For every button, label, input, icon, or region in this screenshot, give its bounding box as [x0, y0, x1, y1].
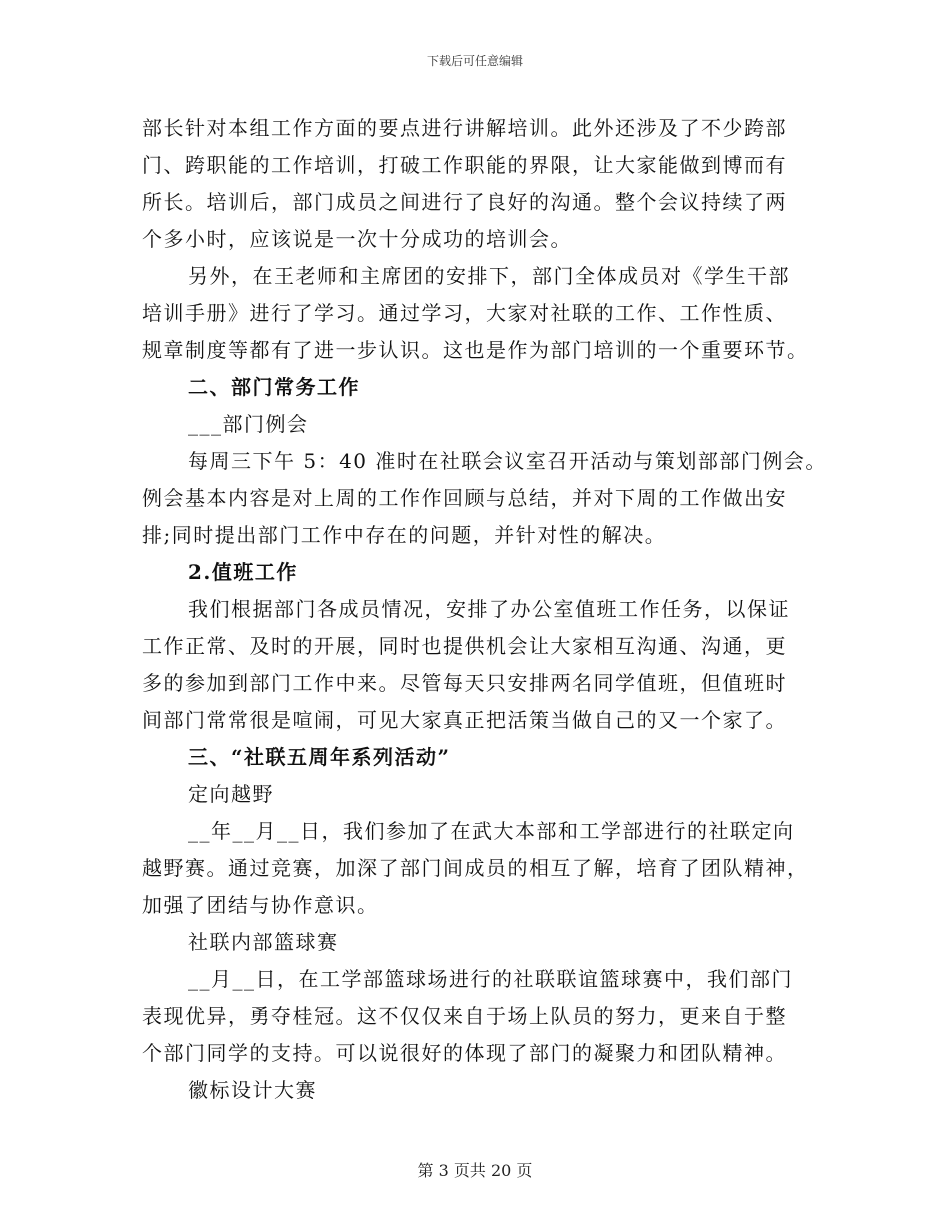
- text-line: 规章制度等都有了进一步认识。这也是作为部门培训的一个重要环节。: [142, 338, 809, 362]
- text-line: 例会基本内容是对上周的工作作回顾与总结，并对下周的工作做出安: [142, 486, 787, 510]
- document-body: [142, 110, 827, 1109]
- text-line: __年__月__日，我们参加了在武大本部和工学部进行的社联定向: [188, 819, 795, 843]
- text-line: 间部门常常很是喧闹，可见大家真正把活策当做自己的又一个家了。: [142, 708, 787, 732]
- text-line: 表现优异，勇夺桂冠。这不仅仅来自于场上队员的努力，更来自于整: [142, 1004, 787, 1028]
- page-header: 下载后可任意编辑: [426, 54, 523, 68]
- section-heading: 2.值班工作: [188, 560, 298, 584]
- text-line: 另外，在王老师和主席团的安排下，部门全体成员对《学生干部: [188, 264, 790, 288]
- text-line: 越野赛。通过竞赛，加深了部门间成员的相互了解，培育了团队精神，: [142, 856, 809, 880]
- text-line: 徽标设计大赛: [188, 1078, 317, 1102]
- text-line: 所长。培训后，部门成员之间进行了良好的沟通。整个会议持续了两: [142, 190, 787, 214]
- text-line: 排;同时提出部门工作中存在的问题，并针对性的解决。: [142, 523, 667, 547]
- section-heading: 三、“社联五周年系列活动”: [188, 745, 451, 769]
- text-line: 工作正常、及时的开展，同时也提供机会让大家相互沟通、沟通，更: [142, 634, 787, 658]
- text-line: 门、跨职能的工作培训，打破工作职能的界限，让大家能做到博而有: [142, 153, 787, 177]
- text-line: 我们根据部门各成员情况，安排了办公室值班工作任务，以保证: [188, 597, 790, 621]
- text-line: 个多小时，应该说是一次十分成功的培训会。: [142, 227, 572, 251]
- text-line: 个部门同学的支持。可以说很好的体现了部门的凝聚力和团队精神。: [142, 1041, 787, 1065]
- text-line: 加强了团结与协作意识。: [142, 893, 379, 917]
- section-heading: 二、部门常务工作: [188, 375, 360, 399]
- text-line: 培训手册》进行了学习。通过学习，大家对社联的工作、工作性质、: [142, 301, 787, 325]
- text-line: 社联内部篮球赛: [188, 930, 339, 954]
- text-line: 多的参加到部门工作中来。尽管每天只安排两名同学值班，但值班时: [142, 671, 787, 695]
- text-line: __月__日，在工学部篮球场进行的社联联谊篮球赛中，我们部门: [188, 967, 793, 991]
- text-line: 定向越野: [188, 782, 274, 806]
- text-line: ___部门例会: [188, 412, 309, 436]
- text-line: 部长针对本组工作方面的要点进行讲解培训。此外还涉及了不少跨部: [142, 116, 787, 140]
- text-line: 每周三下午 5：40 准时在社联会议室召开活动与策划部部门例会。: [188, 449, 827, 473]
- page-footer: 第 3 页共 20 页: [417, 1161, 533, 1180]
